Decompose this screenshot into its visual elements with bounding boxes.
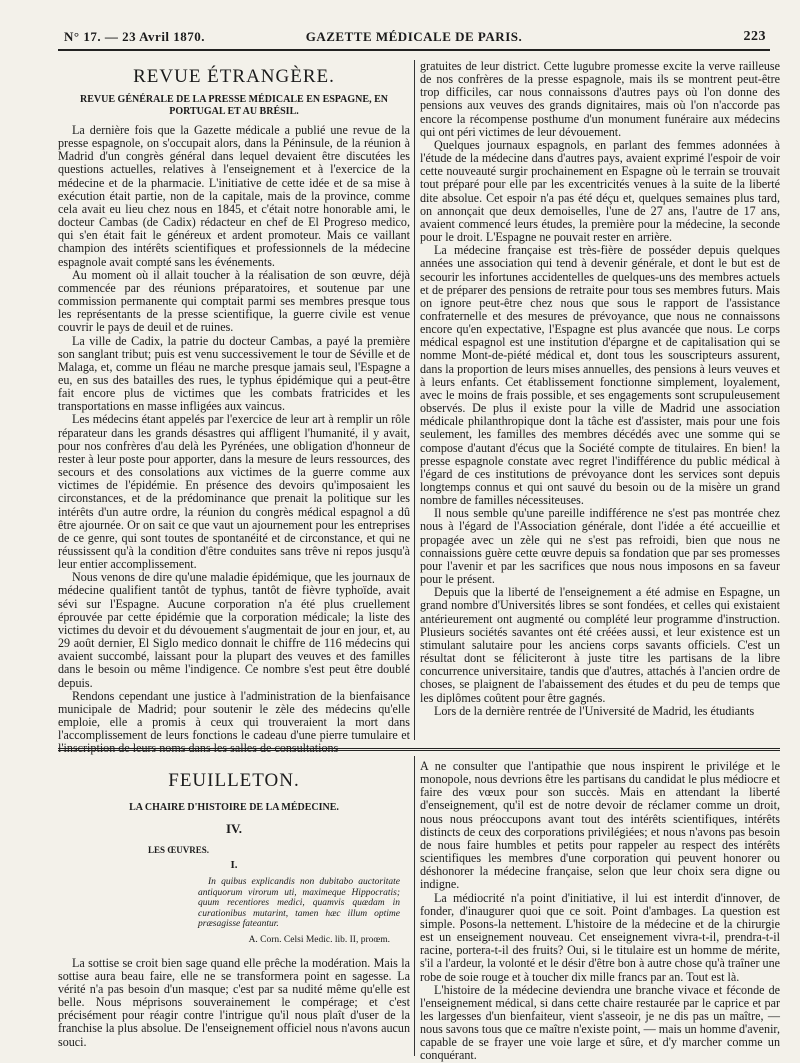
paragraph: A ne consulter que l'antipathie que nous inspirent le privilége et le monopole, nous devrions être les partisans du candidat le plus médiocre et faire des vœux pour son succès. Mais en attendant la liberté d'enseignement, qu'il est de notre devoir de réclamer comme un droit, nous nous préoccupons avant tout des intérêts scientifiques, intérêts distincts de ceux des corporations privilégiées; et nous n'avons pas besoin de nous faire humbles et petits pour rappeler au respect des intérêts scientifiques les membres d'une corporation qui peuvent honorer ou déshonorer la médecine française, selon que leur choix sera digne ou indigne. bbox=[420, 759, 780, 892]
revue-left-column bbox=[58, 60, 410, 756]
paragraph: Lors de la dernière rentrée de l'Université de Madrid, les étudiants bbox=[434, 703, 755, 718]
issue-date: N° 17. — 23 Avril 1870. bbox=[64, 29, 206, 44]
paragraph: Au moment où il allait toucher à la réalisation de son œuvre, déjà commencée par des réunions préparatoires, et soutenue par une commission permanente qui comptait parmi ses membres presque tous les représentants de la presse scientifique, la guerre civile est venue couvrir le pays de deuil et de ruines. bbox=[58, 267, 410, 335]
column-divider bbox=[414, 756, 415, 1056]
feuilleton-subtitle: LA CHAIRE D'HISTOIRE DE LA MÉDECINE. bbox=[129, 802, 339, 813]
revue-title: REVUE ÉTRANGÈRE. bbox=[133, 66, 335, 87]
paragraph: Depuis que la liberté de l'enseignement a été admise en Espagne, un grand nombre d'Universités libres se sont fondées, et celles qui existaient antérieurement ont augmenté ou complété leur programme d'instruction. Plusieurs sociétés savantes ont été créées aussi, et leur existence est un stimulant salutaire pour les anciens corps savants officiels. C'est un résultat dont se féliciteront à juste titre les partisans de la libre concurrence universitaire, tandis que d'autres, attachés à l'ancien ordre de choses, se plaignent de l'abaissement des études et du peu de temps que les diplômes coûtent pour être gagnés. bbox=[420, 585, 780, 705]
paragraph: La ville de Cadix, la patrie du docteur Cambas, a payé la première son sanglant tribut; puis est venu successivement le tour de Séville et de Malaga, et, comme un fléau ne marche presque jamais seul, l'Espagne a eu, en sus des batailles des rues, le typhus épidémique qui a peut-être fait encore plus de victimes que les combats fratricides et les transportations en masse infligées aux vaincus. bbox=[58, 333, 410, 414]
epigraph-reference: A. Corn. Celsi Medic. lib. II, proœm. bbox=[248, 934, 390, 945]
paragraph: Nous venons de dire qu'une maladie épidémique, que les journaux de médecine qualifient tantôt de typhus, tantôt de fièvre typhoïde, avait sévi sur l'Espagne. Aucune corporation n'a été plus cruellement éprouvée par cette épidémie que la corporation médicale; la liste des victimes du devoir et du dévouement s'augmentait de jour en jour, et, au 29 août dernier, El Siglo medico donnait le chiffre de 116 médecins qui avaient succombé, laissant pour la plupart des veuves et des familles dans le besoin ou même l'indigence. Ce nombre s'est peut être doublé depuis. bbox=[58, 570, 410, 690]
journal-title: GAZETTE MÉDICALE DE PARIS. bbox=[305, 29, 523, 44]
paragraph: L'histoire de la médecine deviendra une branche vivace et féconde de l'enseignement médical, si dans cette chaire restaurée par le caprice et par les largesses d'un bienfaiteur, vient s'asseoir, je ne dis pas un maître, — nous savons tous que ce maître n'existe point, — mais un homme d'avenir, capable de se frayer une voie large et sûre, et d'y marcher comme un conquérant. bbox=[420, 982, 780, 1063]
feuilleton-section: LES ŒUVRES. bbox=[148, 845, 210, 855]
paragraph: Rendons cependant une justice à l'administration de la bienfaisance municipale de Madrid; pour soutenir le zèle des médecins qu'elle emploie, elle a promis à ceux qui trouveraient la mort dans l'accomplissement de leurs fonctions le cadeau d'une pierre tumulaire et l'inscription de leurs noms dans les salles de consultations bbox=[58, 688, 410, 756]
paragraph: La sottise se croit bien sage quand elle prêche la modération. Mais la sottise aura beau faire, elle ne se transformera point en sagesse. La vérité n'a pas besoin d'un masque; c'est par sa nudité même qu'elle est belle. Nous méprisons souverainement le compérage; et c'est précisément pour réagir contre l'intrigue qu'il nous plaît d'user de la franchise la plus absolue. De l'enseignement officiel nous n'avons aucun souci. bbox=[58, 955, 410, 1049]
paragraph: Quelques journaux espagnols, en parlant des femmes adonnées à l'étude de la médecine dans d'autres pays, avaient exprimé l'espoir de voir cette nouveauté surgir prochainement en Espagne où le terrain se trouvait tout préparé pour elle par les excentricités venues à la suite de la liberté dite absolue. Cet espoir n'a pas été déçu et, quelques semaines plus tard, on annonçait que deux demoiselles, l'une de 27 ans, l'autre de 17 ans, avaient commencé leurs études, la première pour la médecine, la seconde pour le droit. L'Espagne ne pouvait rester en arrière. bbox=[420, 137, 780, 245]
feuilleton-left-column bbox=[58, 760, 410, 1050]
paragraph: Les médecins étant appelés par l'exercice de leur art à remplir un rôle réparateur dans les grands désastres qui affligent l'humanité, il y avait, pour nos confrères d'au delà les Pyrénées, une obligation d'honneur de rester à leur poste pour apporter, dans la mesure de leurs ressources, des secours et des consolations aux victimes de la guerre comme aux victimes de l'épidémie. En présence des devoirs qu'imposaient les circonstances, et de la prédominance que prenait la politique sur les intérêts d'un autre ordre, la réunion du congrès médical espagnol a dû être ajournée. Or on sait ce que vaut un ajournement pour les entreprises de ce genre, qui sont toutes de spontanéité et de circonstance, et qui ne réussissent qu'à la condition d'être conduites sans trêve ni repos jusqu'à leur entier accomplissement. bbox=[58, 412, 410, 572]
revue-right-column bbox=[420, 60, 780, 740]
revue-subtitle: REVUE GÉNÉRALE DE LA PRESSE MÉDICALE EN ESPAGNE, EN PORTUGAL ET AU BRÉSIL. bbox=[80, 94, 388, 117]
paragraph: La médiocrité n'a point d'initiative, il lui est interdit d'innover, de fonder, d'inaugurer quoi que ce soit. Point d'ambages. La question est simple. Posons-la nettement. L'histoire de la médecine et de la chirurgie est un enseignement nouveau. Cet enseignement vivra-t-il, prendra-t-il racine, portera-t-il des fruits? Oui, si le titulaire est un homme de mérite, s'il a l'ardeur, la volonté et le désir d'être bon à autre chose qu'à traîner une robe de soie rouge et à toucher dix mille francs par an. Tout est là. bbox=[420, 890, 780, 984]
paragraph: La dernière fois que la Gazette médicale a publié une revue de la presse espagnole, on s'occupait alors, dans la Péninsule, de la réunion à Madrid d'un congrès général dans lequel devaient être discutées les questions actuelles, relatives à l'enseignement et à l'exercice de la médecine et de la pharmacie. L'initiative de cette idée et de sa mise à exécution était partie, non de la capitale, mais de la province, comme cela avait eu lieu chez nous en 1845, et c'était notre honorable ami, le docteur Cambas (de Cadix) rédacteur en chef de El Progreso medico, qui s'en était fait le généreux et ardent promoteur. Mais ce vaillant champion des intérêts scientifiques et professionnels de la médecine espagnole avait compté sans les événements. bbox=[58, 123, 410, 269]
paragraph: gratuites de leur district. Cette lugubre promesse excite la verve railleuse de nos confrères de la presse espagnole, mais ils se montrent peut-être trop difficiles, car nous connaissons d'autres pays où l'on donne des pensions aux veuves des grands dignitaires, mais où l'on n'accorde pas encore la récompense posthume d'un monument funéraire aux médecins qui ont péri victimes de leur dévouement. bbox=[420, 59, 780, 139]
feuilleton-roman: I. bbox=[230, 859, 238, 871]
paragraph: La médecine française est très-fière de posséder depuis quelques années une association qui tend à devenir générale, et dont le but est de secourir les infortunes accidentelles de quelques-uns des membres actuels et de préparer des pensions de retraite pour tous ses membres futurs. Mais on ignore peut-être chez nous que sous le rapport de l'assistance confraternelle et des mesures de prévoyance, que nous ne connaissons encore qu'en expectative, l'Espagne est plus avancée que nous. Le corps médical espagnol est une institution d'épargne et de capitalisation qui se nomme Mont-de-piété médical et, dont tous les souscripteurs assurent, dans la proportion de leurs mises annuelles, des pensions à leurs veuves et à leurs enfants. Cet établissement fonctionne simplement, loyalement, avec le moins de frais possible, et ses engagements sont scrupuleusement observés. De plus il existe pour la ville de Madrid une association médicale philanthropique dont la tâche est d'assister, mais pour une fois seulement, les familles des membres décédés avec une somme qui se compose d'autant d'écus que la Société compte de titulaires. En bien! la presse espagnole constate avec regret l'indifférence du public médical à l'égard de ces institutions de prévoyance dont les services sont depuis longtemps connus et qui ont sauvé du besoin ou de la misère un grand nombre de familles nécessiteuses. bbox=[420, 243, 780, 508]
column-divider bbox=[414, 60, 415, 740]
feuilleton-right-column bbox=[420, 759, 780, 1063]
paragraph: Il nous semble qu'une pareille indifférence ne s'est pas montrée chez nous à l'égard de l'Association générale, dont l'idée a été accueillie et propagée avec un zèle qui ne s'est pas refroidi, bien que nous ne connaissions guère cette œuvre depuis sa fondation que par ses promesses pour l'avenir et par les sacrifices que nous nous imposons en sa faveur pour le présent. bbox=[420, 506, 780, 587]
feuilleton-separator bbox=[58, 748, 780, 751]
feuilleton-title: FEUILLETON. bbox=[168, 770, 300, 791]
page-number: 223 bbox=[743, 29, 766, 44]
feuilleton-number: IV. bbox=[225, 821, 243, 836]
epigraph: In quibus explicandis non dubitabo auctoritate antiquorum virorum uti, maximeque Hippocratis; quum recentiores medici, quamvis quædam in curationibus mutarint, tamen hæc illum optime præsagisse fateantur. bbox=[198, 877, 400, 929]
page-header bbox=[58, 25, 770, 51]
